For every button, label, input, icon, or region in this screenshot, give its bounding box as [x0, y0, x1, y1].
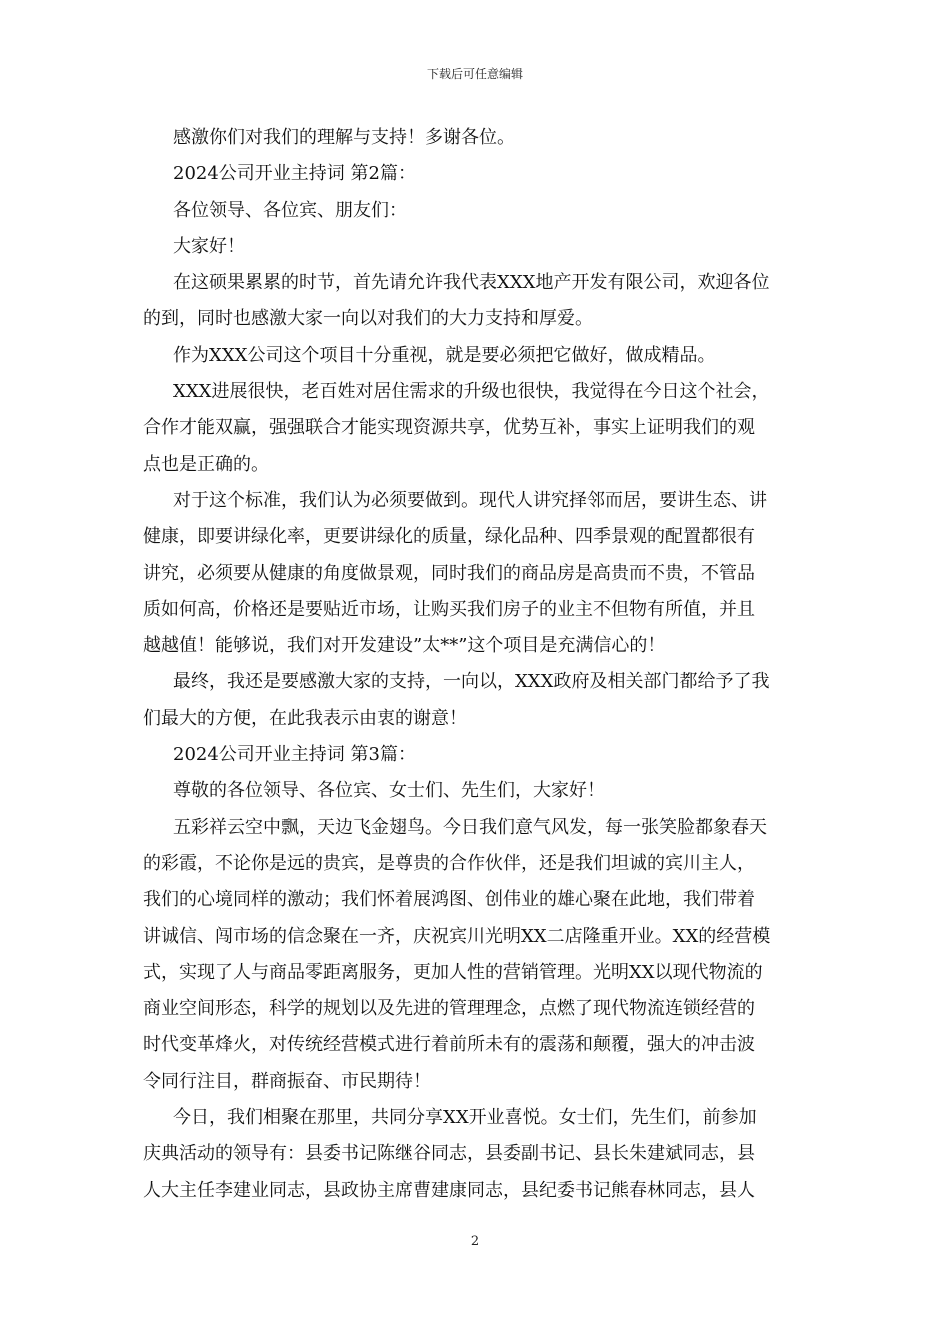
text-line: 质如何高，价格还是要贴近市场，让购买我们房子的业主不但物有所值，并且 [143, 598, 755, 620]
page-number: 2 [470, 1234, 480, 1249]
text-line: 尊敬的各位领导、各位宾、女士们、先生们，大家好！ [173, 780, 605, 802]
text-line: 时代变革烽火，对传统经营模式进行着前所未有的震荡和颠覆，强大的冲击波 [143, 1034, 755, 1056]
text-line: 健康，即要讲绿化率，更要讲绿化的质量，绿化品种、四季景观的配置都很有 [143, 526, 755, 548]
text-line: 今日，我们相聚在那里，共同分享XX开业喜悦。女士们，先生们，前参加 [173, 1107, 757, 1129]
text-line: 大家好！ [173, 235, 245, 257]
text-line: 我们的心境同样的激动；我们怀着展鸿图、创伟业的雄心聚在此地，我们带着 [143, 889, 755, 911]
text-line: 商业空间形态，科学的规划以及先进的管理理念，点燃了现代物流连锁经营的 [143, 998, 755, 1020]
text-line: XXX进展很快，老百姓对居住需求的升级也很快，我觉得在今日这个社会， [173, 381, 770, 403]
text-line: 对于这个标准，我们认为必须要做到。现代人讲究择邻而居，要讲生态、讲 [173, 489, 767, 511]
text-line: 讲诚信、闯市场的信念聚在一齐，庆祝宾川光明XX二店隆重开业。XX的经营模 [143, 925, 771, 947]
text-line: 庆典活动的领导有：县委书记陈继谷同志，县委副书记、县长朱建斌同志，县 [143, 1143, 755, 1165]
text-line: 的到，同时也感激大家一向以对我们的大力支持和厚爱。 [143, 308, 593, 330]
text-line: 感激你们对我们的理解与支持！多谢各位。 [173, 127, 515, 148]
text-line: 点也是正确的。 [143, 453, 269, 475]
text-line: 五彩祥云空中飘，天边飞金翅鸟。今日我们意气风发，每一张笑脸都象春天 [173, 816, 767, 838]
text-line: 越越值！能够说，我们对开发建设”太**”这个项目是充满信心的！ [143, 635, 666, 657]
text-line: 最终，我还是要感激大家的支持，一向以，XXX政府及相关部门都给予了我 [173, 671, 770, 693]
text-line: 人大主任李建业同志，县政协主席曹建康同志，县纪委书记熊春林同志，县人 [143, 1179, 755, 1201]
page-header: 下载后可任意编辑 [426, 67, 523, 81]
text-line: 各位领导、各位宾、朋友们： [173, 199, 407, 221]
text-line: 2024公司开业主持词 第3篇： [173, 744, 416, 766]
document-body [143, 120, 813, 1209]
text-line: 2024公司开业主持词 第2篇： [173, 163, 416, 185]
text-line: 作为XXX公司这个项目十分重视，就是要必须把它做好，做成精品。 [173, 344, 716, 366]
text-line: 式，实现了人与商品零距离服务，更加人性的营销管理。光明XX以现代物流的 [143, 961, 763, 983]
text-line: 们最大的方便，在此我表示由衷的谢意！ [143, 707, 467, 729]
text-line: 合作才能双赢，强强联合才能实现资源共享，优势互补，事实上证明我们的观 [143, 417, 755, 439]
text-line: 在这硕果累累的时节，首先请允许我代表XXX地产开发有限公司，欢迎各位 [173, 272, 770, 294]
text-line: 令同行注目，群商振奋、市民期待！ [143, 1070, 431, 1092]
text-line: 的彩霞，不论你是远的贵宾，是尊贵的合作伙伴，还是我们坦诚的宾川主人， [143, 852, 755, 874]
text-line: 讲究，必须要从健康的角度做景观，同时我们的商品房是高贵而不贵，不管品 [143, 562, 755, 584]
